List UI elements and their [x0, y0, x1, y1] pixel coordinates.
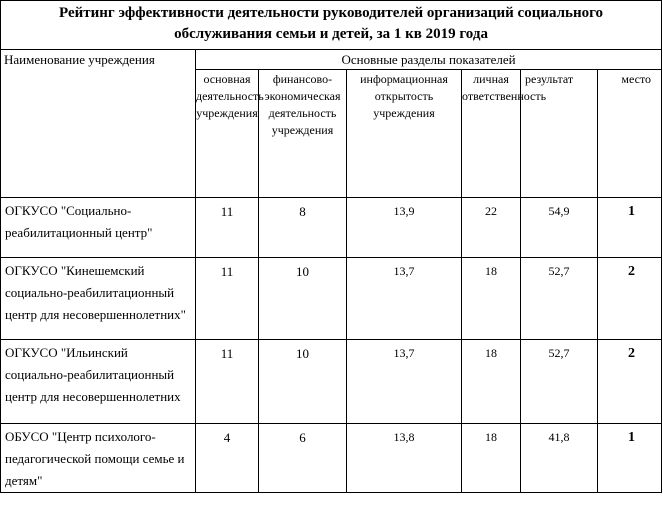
col-header-information-openness: информационная открытость учреждения [347, 70, 462, 198]
col-header-place: место [598, 70, 662, 198]
cell-main-activity: 4 [196, 424, 259, 493]
cell-personal-responsibility: 18 [462, 340, 521, 424]
cell-result: 52,7 [521, 258, 598, 340]
table-row [1, 340, 662, 424]
institution-name: ОГКУСО "Ильинский социально-реабилитационный центр для несовершеннолетних [1, 340, 196, 424]
col-header-financial-activity: финансово-экономическая деятельность учреждения [259, 70, 347, 198]
header-institution-name: Наименование учреждения [1, 50, 196, 198]
cell-financial-activity: 10 [259, 340, 347, 424]
cell-main-activity: 11 [196, 198, 259, 258]
institution-name: ОГКУСО "Кинешемский социально-реабилитационный центр для несовершеннолетних" [1, 258, 196, 340]
cell-main-activity: 11 [196, 258, 259, 340]
cell-information-openness: 13,9 [347, 198, 462, 258]
col-header-personal-responsibility: личная ответственность [462, 70, 521, 198]
cell-information-openness: 13,7 [347, 340, 462, 424]
cell-place: 1 [598, 198, 662, 258]
cell-result: 52,7 [521, 340, 598, 424]
title-row [1, 1, 662, 50]
cell-place: 2 [598, 258, 662, 340]
table-title-line2: обслуживания семьи и детей, за 1 кв 2019 года [174, 26, 488, 42]
cell-result: 54,9 [521, 198, 598, 258]
header-row [1, 50, 662, 70]
institution-name: ОБУСО "Центр психолого-педагогической помощи семье и детям" [1, 424, 196, 493]
cell-personal-responsibility: 22 [462, 198, 521, 258]
cell-personal-responsibility: 18 [462, 258, 521, 340]
cell-main-activity: 11 [196, 340, 259, 424]
cell-information-openness: 13,7 [347, 258, 462, 340]
cell-result: 41,8 [521, 424, 598, 493]
cell-financial-activity: 6 [259, 424, 347, 493]
col-header-result: результат [521, 70, 598, 198]
cell-financial-activity: 10 [259, 258, 347, 340]
table-row [1, 198, 662, 258]
col-header-main-activity: основная деятельность учреждения [196, 70, 259, 198]
table-title-line1: Рейтинг эффективности деятельности руководителей организаций социального [58, 5, 604, 21]
cell-information-openness: 13,8 [347, 424, 462, 493]
cell-financial-activity: 8 [259, 198, 347, 258]
table-title [1, 1, 662, 50]
table-row [1, 424, 662, 493]
cell-place: 2 [598, 340, 662, 424]
institution-name: ОГКУСО "Социально-реабилитационный центр" [1, 198, 196, 258]
header-indicator-sections: Основные разделы показателей [196, 50, 662, 70]
cell-place: 1 [598, 424, 662, 493]
table-row [1, 258, 662, 340]
cell-personal-responsibility: 18 [462, 424, 521, 493]
